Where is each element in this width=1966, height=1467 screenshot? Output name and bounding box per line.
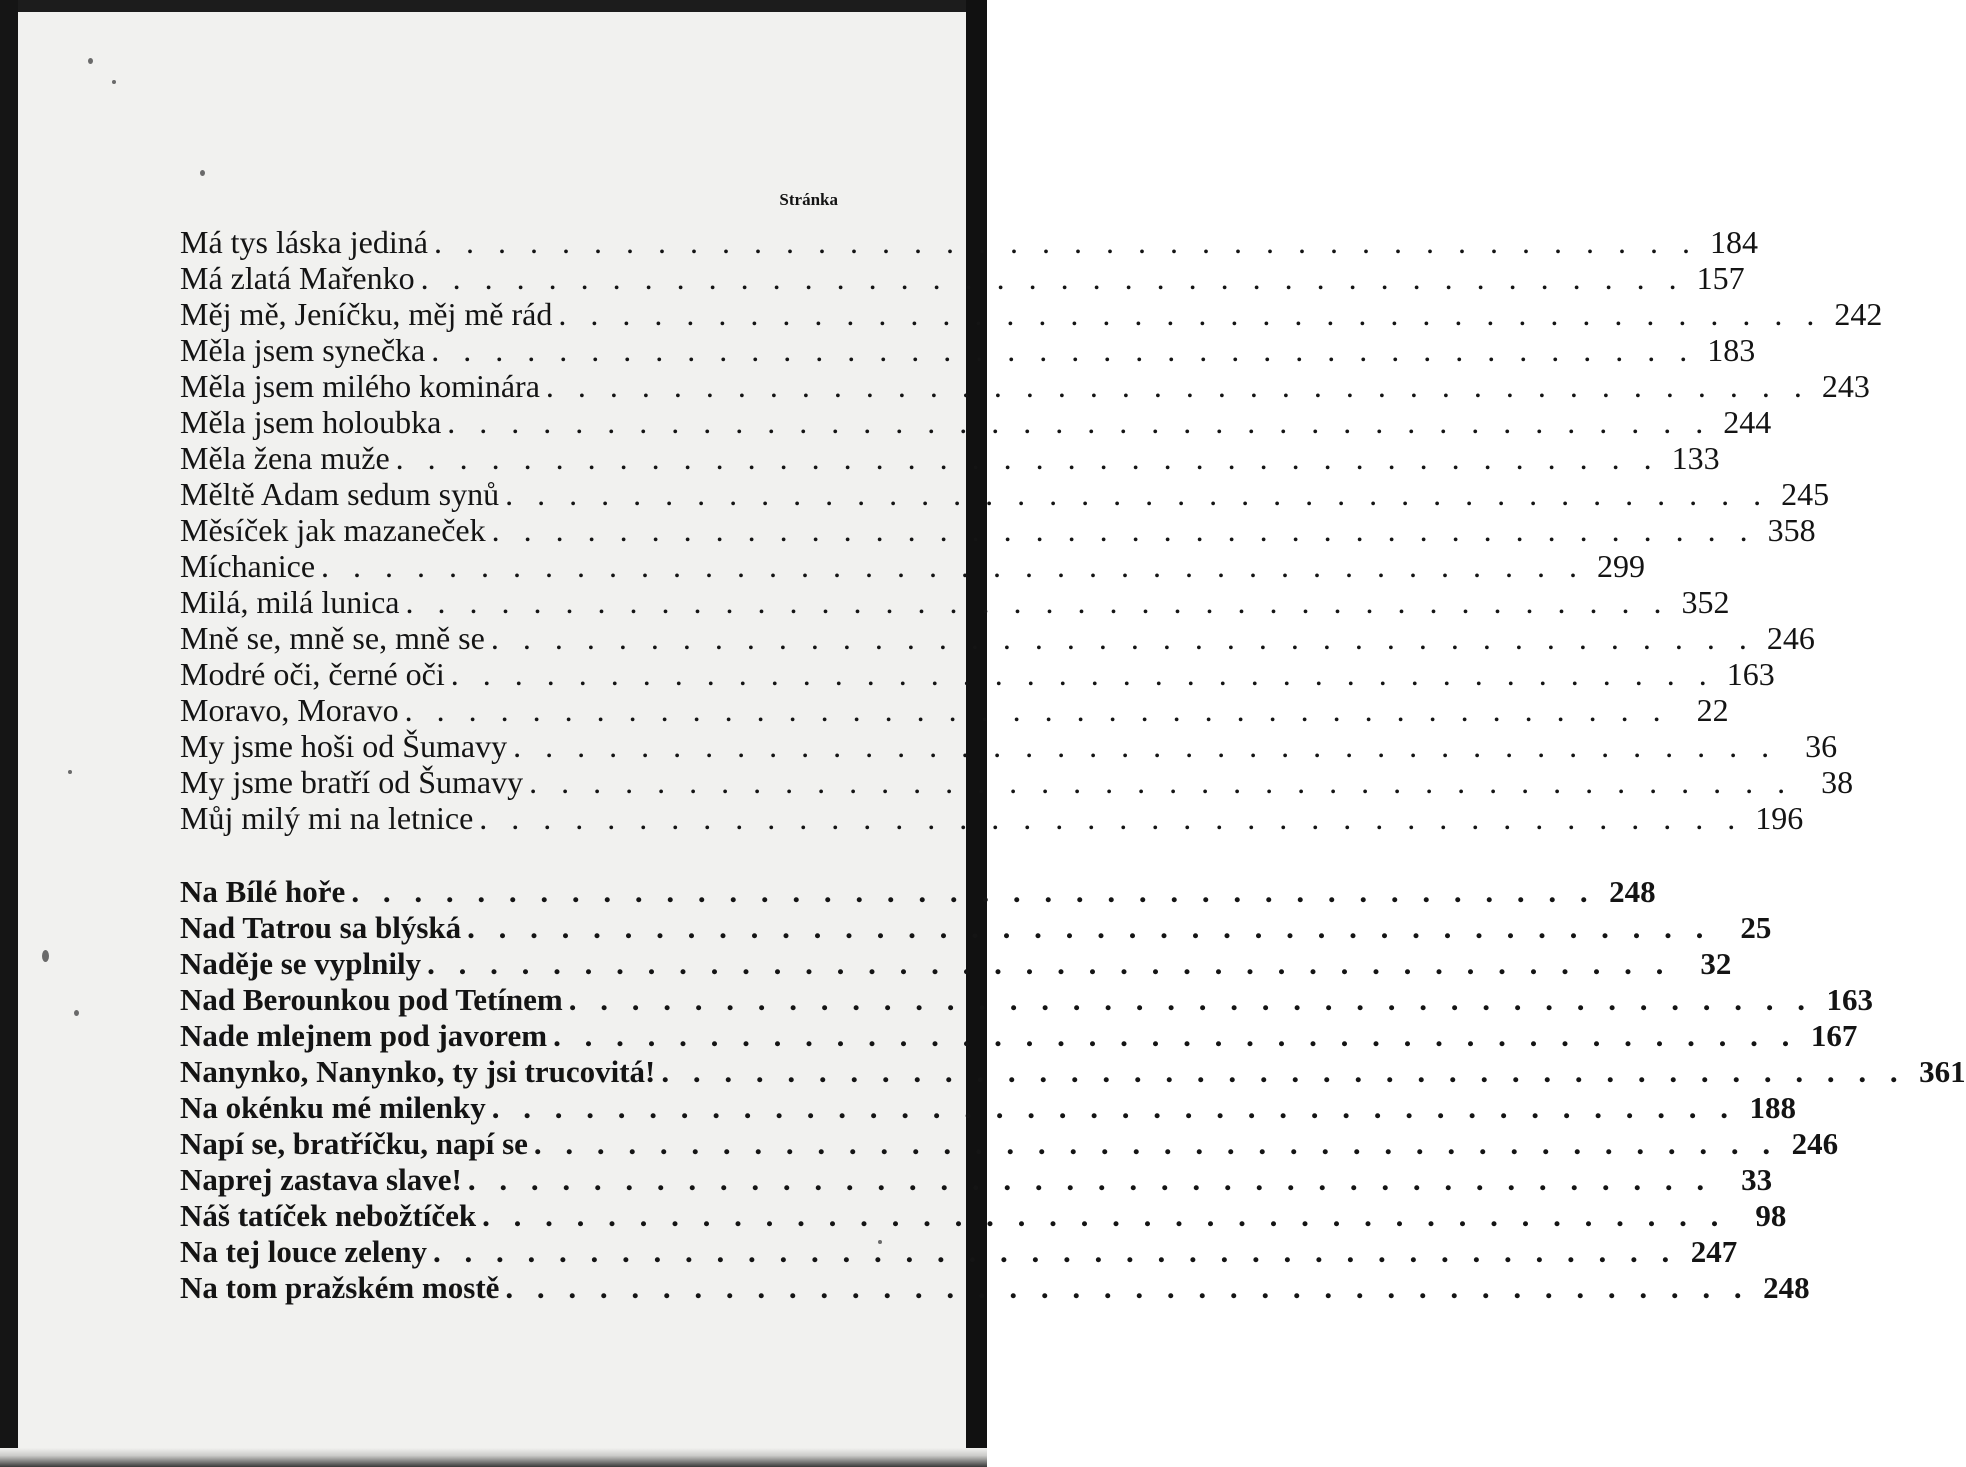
leader-dots: . . . . . . . . . . . . . . . . . . . . . . . . . . . . . . . . . . . . . . . . bbox=[505, 1270, 1750, 1305]
paper-speck bbox=[68, 770, 72, 774]
entry-title: My jsme bratří od Šumavy bbox=[180, 764, 524, 800]
leader-dots: . . . . . . . . . . . . . . . . . . . . . . . . . . . . . . . . . . . . . . . . bbox=[661, 1054, 1906, 1089]
leader-dots: . . . . . . . . . . . . . . . . . . . . . . . . . . . . . . . . . . . . . . . . bbox=[491, 512, 1756, 548]
index-entry bbox=[180, 620, 1815, 656]
entry-page: 157 bbox=[1696, 260, 1745, 296]
entry-page: 196 bbox=[1755, 800, 1804, 836]
index-entry bbox=[180, 404, 1772, 440]
index-entry bbox=[180, 1018, 1858, 1054]
entry-title: Měj mě, Jeníčku, měj mě rád bbox=[180, 296, 553, 332]
index-entry bbox=[180, 800, 1804, 836]
leader-dots: . . . . . . . . . . . . . . . . . . . . . . . . . . . . . . . . . . . . . . . . bbox=[405, 584, 1670, 620]
leader-dots: . . . . . . . . . . . . . . . . . . . . . . . . . . . . . . . . . . . . . . . . bbox=[558, 296, 1823, 332]
entry-page: 246 bbox=[1791, 1126, 1839, 1161]
entry-title: Na tej louce zeleny bbox=[180, 1234, 428, 1269]
leader-dots: . . . . . . . . . . . . . . . . . . . . . . . . . . . . . . . . . . . . . . . . bbox=[553, 1018, 1798, 1053]
entry-title: Na tom pražském mostě bbox=[180, 1270, 500, 1305]
leader-dots: . . . . . . . . . . . . . . . . . . . . . . . . . . . . . . . . . . . . . . . . bbox=[351, 874, 1596, 909]
entry-title: Nad Tatrou sa blýská bbox=[180, 910, 462, 945]
entry-page: 167 bbox=[1810, 1018, 1858, 1053]
index-entry bbox=[180, 584, 1730, 620]
leader-dots: . . . . . . . . . . . . . . . . . . . . . . . . . . . . . . . . . . . . . . . . bbox=[529, 764, 1794, 800]
entry-page: 248 bbox=[1763, 1270, 1810, 1305]
entry-title: Měla jsem milého kominára bbox=[180, 368, 540, 404]
entry-page: 352 bbox=[1681, 584, 1730, 620]
entry-page: 133 bbox=[1671, 440, 1720, 476]
entry-page: 184 bbox=[1709, 224, 1758, 260]
index-entry bbox=[180, 1054, 1966, 1090]
index-entry bbox=[180, 874, 1656, 910]
leader-dots: . . . . . . . . . . . . . . . . . . . . . . . . . . . . . . . . . . . . . . . . bbox=[533, 1126, 1779, 1161]
entry-title: Měla jsem synečka bbox=[180, 332, 426, 368]
index-entry bbox=[180, 440, 1720, 476]
index-entry bbox=[180, 982, 1873, 1018]
index-entry bbox=[180, 1162, 1773, 1198]
entry-page: 245 bbox=[1781, 476, 1830, 512]
leader-dots: . . . . . . . . . . . . . . . . . . . . . . . . . . . . . . . . . . . . . . . . bbox=[545, 368, 1810, 404]
index-entry bbox=[180, 224, 1758, 260]
leader-dots: . . . . . . . . . . . . . . . . . . . . . . . . . . . . . . . . . . . . . . . . bbox=[467, 1162, 1713, 1197]
page-column-header: Stránka bbox=[779, 190, 838, 209]
index-section-n bbox=[180, 874, 1966, 1306]
index-entry bbox=[180, 728, 1838, 764]
index-entry bbox=[180, 946, 1732, 982]
entry-page: 33 bbox=[1741, 1162, 1773, 1197]
leader-dots: . . . . . . . . . . . . . . . . . . . . . . . . . . . . . . . . . . . . . . . . bbox=[450, 656, 1715, 692]
entry-title: Modré oči, černé oči bbox=[180, 656, 445, 692]
entry-title: Můj milý mi na letnice bbox=[180, 800, 474, 836]
index-entry bbox=[180, 1126, 1839, 1162]
entry-page: 32 bbox=[1700, 946, 1732, 981]
entry-page: 244 bbox=[1723, 404, 1772, 440]
entry-title: Na okénku mé milenky bbox=[180, 1090, 486, 1125]
entry-page: 188 bbox=[1749, 1090, 1796, 1125]
entry-page: 38 bbox=[1821, 764, 1854, 800]
leader-dots: . . . . . . . . . . . . . . . . . . . . . . . . . . . . . . . . . . . . . . . . bbox=[505, 476, 1770, 512]
index-entry bbox=[180, 1234, 1738, 1270]
entry-title: Míchanice bbox=[180, 548, 316, 584]
leader-dots: . . . . . . . . . . . . . . . . . . . . . . . . . . . . . . . . . . . . . . . . bbox=[433, 1234, 1678, 1269]
entry-title: My jsme hoši od Šumavy bbox=[180, 728, 508, 764]
entry-page: 299 bbox=[1597, 548, 1646, 584]
index-entry bbox=[180, 1090, 1796, 1126]
leader-dots: . . . . . . . . . . . . . . . . . . . . . . . . . . . . . . . . . . . . . . . . bbox=[431, 332, 1696, 368]
index-entry bbox=[180, 260, 1745, 296]
entry-title: Náš tatíček nebožtíček bbox=[180, 1198, 477, 1233]
entry-page: 361 bbox=[1919, 1054, 1966, 1089]
entry-title: Má tys láska jediná bbox=[180, 224, 428, 260]
entry-title: Nade mlejnem pod javorem bbox=[180, 1018, 548, 1053]
entry-title: Milá, milá lunica bbox=[180, 584, 400, 620]
entry-page: 36 bbox=[1805, 728, 1838, 764]
entry-page: 247 bbox=[1690, 1234, 1738, 1269]
entry-title: Měsíček jak mazaneček bbox=[180, 512, 486, 548]
entry-title: Napí se, bratříčku, napí se bbox=[180, 1126, 528, 1161]
index-entry bbox=[180, 512, 1816, 548]
leader-dots: . . . . . . . . . . . . . . . . . . . . . . . . . . . . . . . . . . . . . . . . bbox=[427, 946, 1672, 981]
entry-title: Na Bílé hoře bbox=[180, 874, 346, 909]
leader-dots: . . . . . . . . . . . . . . . . . . . . . . . . . . . . . . . . . . . . . . . . bbox=[482, 1198, 1727, 1233]
entry-page: 22 bbox=[1696, 692, 1729, 728]
paper-speck bbox=[112, 80, 116, 84]
scan-border-left bbox=[0, 0, 18, 1467]
index-entry bbox=[180, 1270, 1810, 1306]
entry-title: Nanynko, Nanynko, ty jsi trucovitá! bbox=[180, 1054, 656, 1089]
leader-dots: . . . . . . . . . . . . . . . . . . . . . . . . . . . . . . . . . . . . . . . . bbox=[490, 620, 1755, 656]
entry-title: Moravo, Moravo bbox=[180, 692, 399, 728]
entry-page: 246 bbox=[1766, 620, 1815, 656]
leader-dots: . . . . . . . . . . . . . . . . . . . . . . . . . . . . . . . . . . . . . . . . bbox=[467, 910, 1712, 945]
entry-page: 183 bbox=[1707, 332, 1756, 368]
leader-dots: . . . . . . . . . . . . . . . . . . . . . . . . . . . . . . . . . . . . . . . . bbox=[491, 1090, 1736, 1125]
leader-dots: . . . . . . . . . . . . . . . . . . . . . . . . . . . . . . . . . . . . . . . . bbox=[447, 404, 1712, 440]
scan-border-top bbox=[0, 0, 987, 12]
entry-title: Měltě Adam sedum synů bbox=[180, 476, 500, 512]
paper-speck bbox=[74, 1010, 79, 1016]
leader-dots: . . . . . . . . . . . . . . . . . . . . . . . . . . . . . . . . . . . . . . . . bbox=[404, 692, 1669, 728]
paper-speck bbox=[88, 58, 93, 64]
entry-page: 25 bbox=[1740, 910, 1772, 945]
entry-title: Má zlatá Mařenko bbox=[180, 260, 415, 296]
leader-dots: . . . . . . . . . . . . . . . . . . . . . . . . . . . . . . . . . . . . . . . . bbox=[479, 800, 1744, 836]
index-entry bbox=[180, 692, 1729, 728]
entry-title: Měla žena muže bbox=[180, 440, 390, 476]
leader-dots: . . . . . . . . . . . . . . . . . . . . . . . . . . . . . . . . . . . . . . . . bbox=[395, 440, 1660, 476]
index-entry bbox=[180, 910, 1772, 946]
index-entry bbox=[180, 1198, 1787, 1234]
leader-dots: . . . . . . . . . . . . . . . . . . . . . . . . . . . . . . . . . . . . . . . . bbox=[433, 224, 1698, 260]
index-section-m bbox=[180, 224, 1883, 836]
index-entry bbox=[180, 368, 1870, 404]
entry-page: 243 bbox=[1821, 368, 1870, 404]
leader-dots: . . . . . . . . . . . . . . . . . . . . . . . . . . . . . . . . . . . . . . . . bbox=[568, 982, 1813, 1017]
index-entry bbox=[180, 656, 1775, 692]
entry-page: 248 bbox=[1609, 874, 1656, 909]
index-entry bbox=[180, 332, 1756, 368]
index-entry bbox=[180, 764, 1854, 800]
entry-page: 242 bbox=[1834, 296, 1883, 332]
paper-speck bbox=[42, 950, 49, 962]
entry-page: 163 bbox=[1726, 656, 1775, 692]
entry-title: Naprej zastava slave! bbox=[180, 1162, 462, 1197]
entry-page: 358 bbox=[1767, 512, 1816, 548]
entry-title: Mně se, mně se, mně se bbox=[180, 620, 485, 656]
index-entry bbox=[180, 296, 1883, 332]
scan-border-bottom bbox=[0, 1448, 987, 1467]
entry-title: Nad Berounkou pod Tetínem bbox=[180, 982, 563, 1017]
entry-title: Naděje se vyplnily bbox=[180, 946, 422, 981]
leader-dots: . . . . . . . . . . . . . . . . . . . . . . . . . . . . . . . . . . . . . . . . bbox=[420, 260, 1685, 296]
index-entry bbox=[180, 476, 1830, 512]
entry-title: Měla jsem holoubka bbox=[180, 404, 442, 440]
index-entry bbox=[180, 548, 1646, 584]
entry-page: 163 bbox=[1826, 982, 1873, 1017]
entry-page: 98 bbox=[1755, 1198, 1787, 1233]
leader-dots: . . . . . . . . . . . . . . . . . . . . . . . . . . . . . . . . . . . . . . . . bbox=[513, 728, 1778, 764]
paper-speck bbox=[200, 170, 205, 176]
leader-dots: . . . . . . . . . . . . . . . . . . . . . . . . . . . . . . . . . . . . . . . . bbox=[321, 548, 1586, 584]
